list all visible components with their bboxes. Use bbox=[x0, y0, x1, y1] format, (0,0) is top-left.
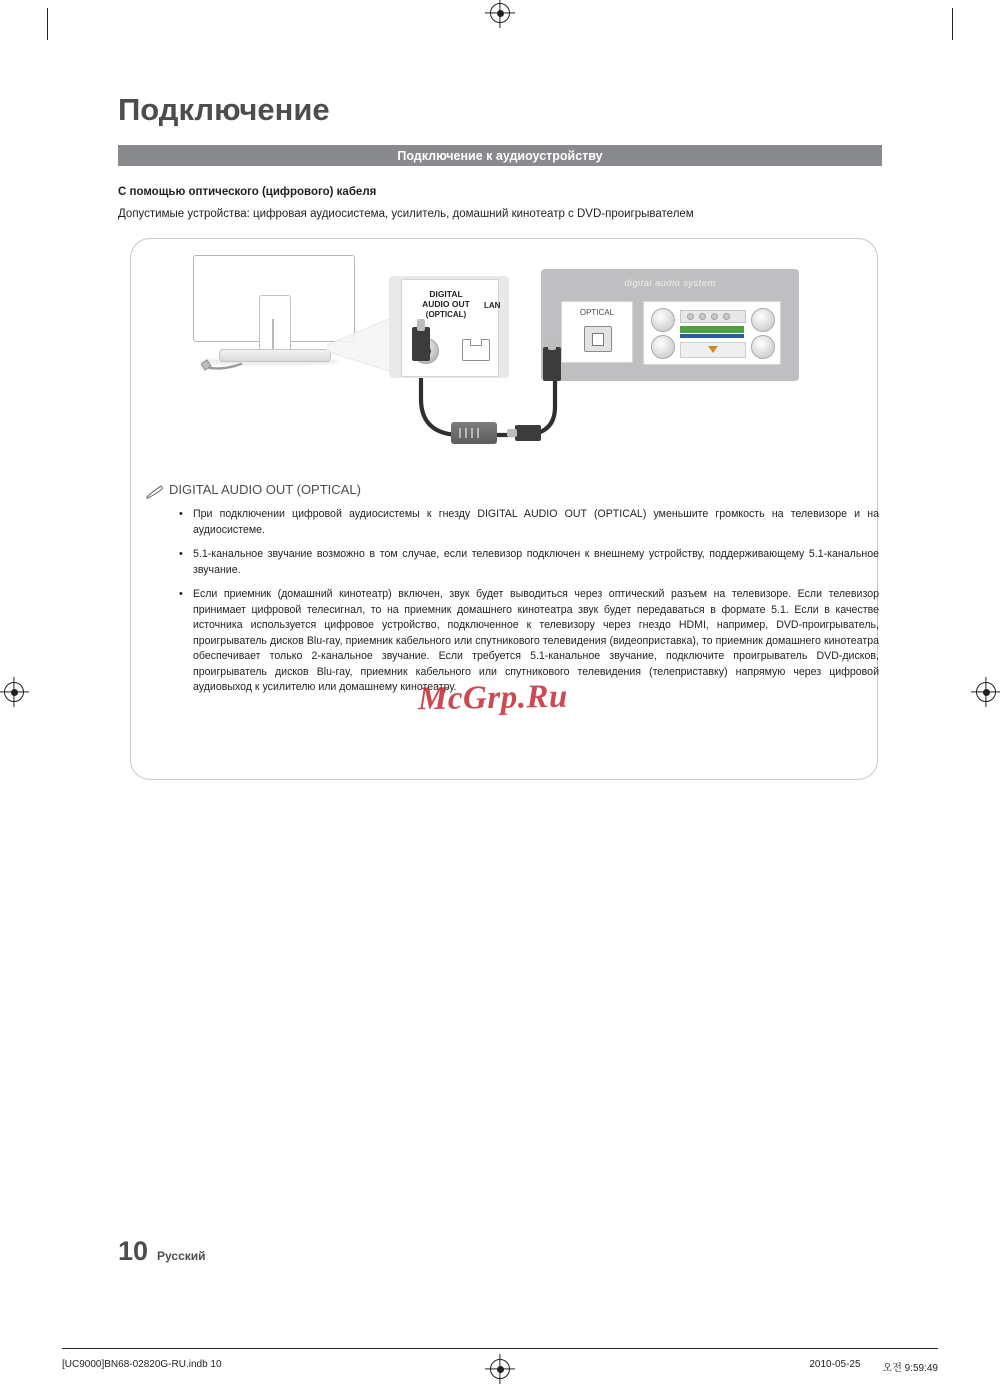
optical-plug-mid-left bbox=[515, 425, 541, 441]
supported-devices-text: Допустимые устройства: цифровая аудиосистема, усилитель, домашний кинотеатр с DVD-проигрывателем bbox=[118, 208, 694, 220]
optical-plug-tv-tip bbox=[417, 319, 425, 331]
tv-stand-neck bbox=[259, 295, 291, 354]
jack-label-line2: AUDIO OUT bbox=[422, 299, 470, 309]
tv-stand-line bbox=[272, 319, 274, 349]
page-number: 10 bbox=[118, 1236, 149, 1266]
stereo-knob-icon bbox=[751, 335, 775, 359]
page-language-label: Русский bbox=[157, 1249, 206, 1263]
audio-system-title: digital audio system bbox=[624, 278, 716, 289]
list-item bbox=[179, 547, 879, 578]
footer-divider bbox=[62, 1348, 938, 1349]
bullet-marker: • bbox=[179, 588, 183, 600]
subsection-heading: С помощью оптического (цифрового) кабеля bbox=[118, 186, 377, 198]
bullet-marker: • bbox=[179, 548, 183, 560]
stereo-unit-illustration bbox=[643, 301, 781, 365]
optical-input-port-icon bbox=[584, 326, 612, 352]
lan-port-label: LAN bbox=[484, 301, 501, 310]
page-title: Подключение bbox=[118, 92, 330, 127]
optical-input-label: OPTICAL bbox=[579, 308, 615, 317]
connection-diagram bbox=[131, 239, 879, 464]
lan-port-icon bbox=[462, 339, 490, 361]
watermark: McGrp.Ru bbox=[417, 678, 569, 718]
stereo-green-panel bbox=[680, 326, 744, 333]
stereo-blue-panel bbox=[680, 334, 744, 338]
page-number-block bbox=[118, 1236, 206, 1267]
tv-jack-panel bbox=[389, 276, 509, 378]
stereo-knob-icon bbox=[651, 308, 675, 332]
stereo-indicator-dot bbox=[723, 313, 730, 320]
stereo-indicator-dot bbox=[699, 313, 706, 320]
bullet-text: При подключении цифровой аудиосистемы к гнезду DIGITAL AUDIO OUT (OPTICAL) уменьшите громкость на телевизоре и на аудиосистеме. bbox=[193, 508, 879, 536]
tv-rear-cable bbox=[201, 357, 261, 371]
bullet-text: Если приемник (домашний кинотеатр) включен, звук будет выводиться через оптический разъем на телевизоре. Если телевизор принимает цифровой телесигнал, то на приемник домашнего кинотеатра звук будет передаваться в формате 5.1. Если в качестве источника используется цифровое устройство, подключенное к телевизору через гнездо HDMI, например, DVD-проигрыватель, проигрыватель дисков Blu-ray, приемник кабельного или спутникового телевидения (видеоприставка), то приемник домашнего кинотеатра обеспечивает только 2-канальное звучание. Если требуется 5.1-канальное звучание, подключите проигрыватель DVD-дисков, проигрыватель дисков Blu-ray, приемник кабельного или спутникового телевидения (телеприставку) напрямую через цифровой аудиовыход к усилителю или домашнему кинотеатру. bbox=[193, 588, 879, 693]
stereo-indicator-dot bbox=[687, 313, 694, 320]
stereo-indicator-dot bbox=[711, 313, 718, 320]
jack-label-line1: DIGITAL bbox=[429, 289, 463, 299]
bullet-marker: • bbox=[179, 508, 183, 520]
optical-plug-receiver-tip bbox=[548, 338, 556, 350]
note-title: DIGITAL AUDIO OUT (OPTICAL) bbox=[169, 482, 361, 497]
cable-ferrite-core bbox=[451, 422, 497, 444]
list-item bbox=[179, 507, 879, 538]
footer-filename: [UC9000]BN68-02820G-RU.indb 10 bbox=[62, 1359, 222, 1370]
optical-plug-tv-side bbox=[412, 327, 430, 361]
stereo-knob-icon bbox=[651, 335, 675, 359]
digital-audio-system-panel bbox=[541, 269, 799, 381]
stereo-tray-arrow-icon bbox=[708, 346, 718, 353]
bullet-text: 5.1-канальное звучание возможно в том случае, если телевизор подключен к внешнему устройству, поддерживающему 5.1-канальное звучание. bbox=[193, 548, 879, 576]
footer-date: 2010-05-25 bbox=[809, 1359, 861, 1370]
optical-plug-receiver-side bbox=[543, 347, 561, 381]
note-bullet-list bbox=[179, 507, 879, 705]
section-header-bar: Подключение к аудиоустройству bbox=[118, 145, 882, 166]
stereo-display bbox=[680, 310, 746, 323]
note-pencil-icon bbox=[146, 485, 164, 501]
stereo-disc-tray bbox=[680, 342, 746, 358]
digital-audio-out-label bbox=[408, 289, 484, 320]
footer-time: 오전 9:59:49 bbox=[882, 1363, 938, 1374]
jack-label-line3: (OPTICAL) bbox=[425, 310, 467, 319]
footer-timestamp bbox=[809, 1359, 938, 1374]
stereo-knob-icon bbox=[751, 308, 775, 332]
receiver-optical-input bbox=[561, 301, 633, 363]
optical-plug-mid-tip bbox=[507, 429, 517, 437]
